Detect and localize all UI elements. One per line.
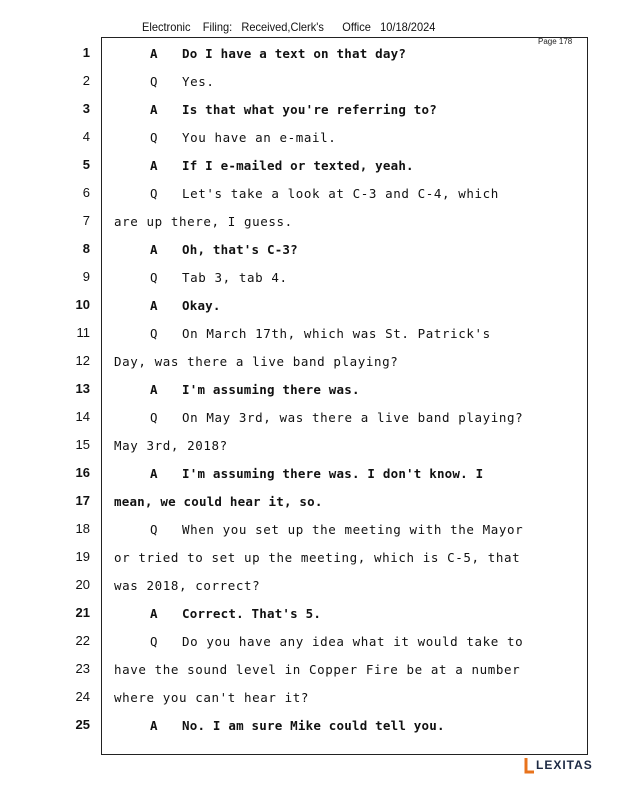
line-number: 14 [75, 409, 90, 424]
line-number: 11 [76, 325, 90, 340]
line-number: 7 [82, 213, 90, 228]
transcript-line [114, 74, 538, 89]
line-text: You have an e-mail. [182, 130, 337, 145]
transcript-line [114, 102, 538, 117]
line-number: 16 [75, 465, 90, 480]
line-text: I'm assuming there was. [182, 382, 360, 397]
line-text: No. I am sure Mike could tell you. [182, 718, 445, 733]
lexitas-logo [524, 756, 593, 774]
transcript-line [114, 46, 538, 61]
line-number: 10 [75, 297, 90, 312]
transcript-line [114, 186, 538, 201]
transcript-line [114, 438, 538, 453]
transcript-line [114, 718, 538, 733]
logo-text: LEXITAS [536, 758, 593, 772]
line-text: are up there, I guess. [114, 214, 293, 229]
line-text: Do you have any idea what it would take to [182, 634, 524, 649]
transcript-line [114, 158, 538, 173]
speaker-label: Q [150, 326, 159, 341]
transcript-line [114, 298, 538, 313]
speaker-label: Q [150, 634, 159, 649]
line-number: 25 [75, 717, 90, 732]
line-text: Yes. [182, 74, 215, 89]
transcript-line [114, 662, 538, 677]
line-number: 9 [82, 269, 90, 284]
line-number: 23 [75, 661, 90, 676]
line-text: Day, was there a live band playing? [114, 354, 399, 369]
speaker-label: Q [150, 186, 159, 201]
transcript-line [114, 550, 538, 565]
line-text: or tried to set up the meeting, which is C-5, that [114, 550, 521, 565]
transcript-line [114, 326, 538, 341]
lexitas-logo-icon [524, 756, 535, 774]
speaker-label: Q [150, 410, 159, 425]
page-number: Page 178 [538, 37, 573, 46]
line-text: If I e-mailed or texted, yeah. [182, 158, 414, 173]
line-number: 24 [75, 689, 90, 704]
line-text: On March 17th, which was St. Patrick's [182, 326, 491, 341]
transcript-line [114, 466, 538, 481]
transcript-line [114, 354, 538, 369]
line-text: have the sound level in Copper Fire be at a number [114, 662, 521, 677]
transcript-line [114, 410, 538, 425]
transcript-line [114, 270, 538, 285]
speaker-label: A [150, 158, 158, 173]
line-number: 4 [82, 129, 90, 144]
speaker-label: A [150, 466, 158, 481]
transcript-line [114, 690, 538, 705]
transcript-line [114, 494, 538, 509]
line-number: 3 [82, 101, 90, 116]
line-text: Oh, that's C-3? [182, 242, 298, 257]
line-number: 1 [82, 45, 90, 60]
transcript-line [114, 634, 538, 649]
speaker-label: Q [150, 522, 159, 537]
speaker-label: A [150, 718, 158, 733]
line-number: 20 [75, 577, 90, 592]
line-text: Let's take a look at C-3 and C-4, which [182, 186, 499, 201]
transcript-line [114, 242, 538, 257]
speaker-label: A [150, 382, 158, 397]
line-number: 18 [75, 521, 90, 536]
transcript-line [114, 522, 538, 537]
speaker-label: A [150, 298, 158, 313]
line-text: Is that what you're referring to? [182, 102, 437, 117]
line-number: 22 [75, 633, 90, 648]
speaker-label: Q [150, 270, 159, 285]
line-text: Tab 3, tab 4. [182, 270, 288, 285]
line-number: 13 [75, 381, 90, 396]
line-text: Do I have a text on that day? [182, 46, 407, 61]
line-text: was 2018, correct? [114, 578, 261, 593]
speaker-label: A [150, 102, 158, 117]
speaker-label: Q [150, 74, 159, 89]
line-number: 8 [82, 241, 90, 256]
transcript-line [114, 214, 538, 229]
line-text: I'm assuming there was. I don't know. I [182, 466, 484, 481]
line-number: 2 [82, 73, 90, 88]
transcript-line [114, 578, 538, 593]
line-text: mean, we could hear it, so. [114, 494, 323, 509]
transcript-line [114, 606, 538, 621]
transcript-line [114, 130, 538, 145]
line-number: 21 [75, 605, 90, 620]
line-number: 19 [75, 549, 90, 564]
line-text: Okay. [182, 298, 221, 313]
speaker-label: A [150, 46, 158, 61]
filing-header: Electronic Filing: Received,Clerk's Office 10/18/2024 [142, 20, 436, 34]
speaker-label: A [150, 606, 158, 621]
line-number: 15 [75, 437, 90, 452]
transcript-line [114, 382, 538, 397]
line-text: Correct. That's 5. [182, 606, 322, 621]
line-number: 5 [82, 157, 90, 172]
line-text: May 3rd, 2018? [114, 438, 228, 453]
line-number: 6 [82, 185, 90, 200]
line-number: 17 [75, 493, 90, 508]
line-text: On May 3rd, was there a live band playing? [182, 410, 524, 425]
line-text: When you set up the meeting with the Mayor [182, 522, 524, 537]
speaker-label: A [150, 242, 158, 257]
speaker-label: Q [150, 130, 159, 145]
line-text: where you can't hear it? [114, 690, 310, 705]
line-number: 12 [75, 353, 90, 368]
